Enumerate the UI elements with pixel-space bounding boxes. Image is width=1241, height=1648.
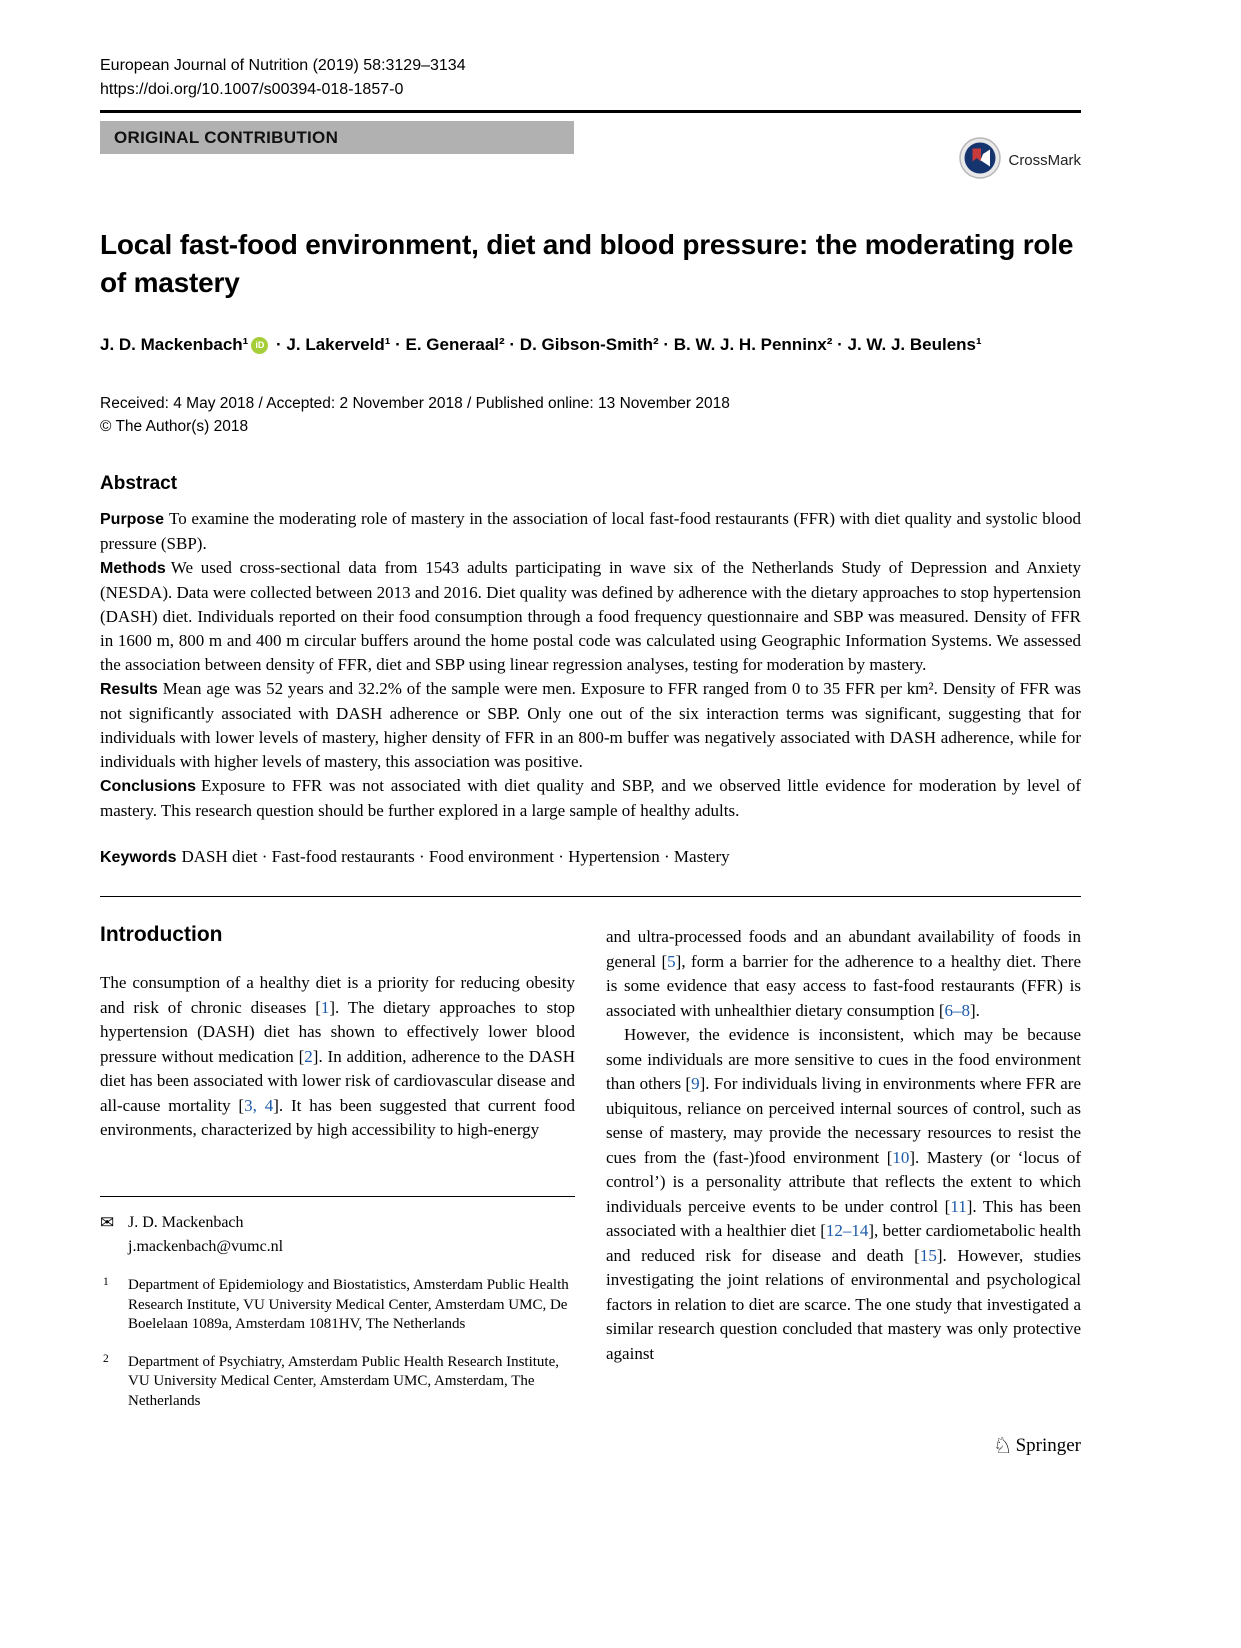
citation-link[interactable]: 11 (950, 1196, 967, 1216)
right-column (606, 897, 1081, 1411)
author-rest: · J. Lakerveld¹ · E. Generaal² · D. Gibson-Smith² · B. W. J. H. Penninx² · J. W. J. Beulens¹ (271, 335, 982, 354)
abstract-conclusions-label: Conclusions (100, 778, 197, 795)
correspondence-name: J. D. Mackenbach (128, 1214, 244, 1231)
introduction-heading: Introduction (100, 923, 223, 946)
article-type-banner: ORIGINAL CONTRIBUTION (100, 121, 574, 154)
citation-link[interactable]: 5 (667, 951, 676, 971)
citation-link[interactable]: 1 (320, 997, 330, 1017)
citation-link[interactable]: 3, 4 (244, 1095, 274, 1115)
crossmark-label: CrossMark (1008, 152, 1081, 169)
abstract-heading: Abstract (100, 473, 178, 494)
article-title: Local fast-food environment, diet and blood pressure: the moderating role of mastery (100, 229, 1074, 298)
doi-link[interactable]: https://doi.org/10.1007/s00394-018-1857-0 (100, 81, 404, 98)
affiliation-1 (100, 1276, 575, 1335)
keywords-line (100, 845, 1081, 870)
abstract-methods-text: We used cross-sectional data from 1543 adults participating in wave six of the Netherlands Study of Depression and Anxiety (NESDA). Data were collected between 2013 and 2016. Diet quality was defined by adherence with the dietary approaches to stop hypertension (DASH) diet. Individuals reported on their food consumption through a food frequency questionnaire and SBP was measured. Density of FFR in 1600 m, 800 m and 400 m circular buffers around the home postal code was calculated using Geographic Information Systems. We assessed the association between density of FFR, diet and SBP using linear regression analyses, testing for moderation by mastery. (100, 558, 1081, 674)
footnote-block (100, 1196, 575, 1411)
left-column (100, 897, 575, 1411)
citation-link[interactable]: 10 (892, 1147, 910, 1167)
intro-paragraph-right-2: However, the evidence is inconsistent, which may be because some individuals are more sensitive to cues in the food environment than others [9]. For individuals living in environments where FFR are ubiquitous, reliance on perceived internal sources of control, such as sense of mastery, may provide the necessary resources to resist the cues from the (fast-)food environment [10]. Mastery (or ‘locus of control’) is a personality attribute that reflects the extent to which individuals perceive events to be under control [11]. This has been associated with a healthier diet [12–14], better cardiometabolic health and reduced risk for disease and death [15]. However, studies investigating the joint relations of environmental and psychological factors in relation to diet are scarce. The one study that investigated a similar research question concluded that mastery was only protective against (606, 1025, 1081, 1363)
article-history: Received: 4 May 2018 / Accepted: 2 November 2018 / Published online: 13 November 2018 (100, 395, 730, 412)
citation-link[interactable]: 9 (691, 1074, 700, 1093)
citation-link[interactable]: 15 (919, 1245, 937, 1265)
abstract-results-label: Results (100, 681, 158, 698)
correspondence-email[interactable]: j.mackenbach@vumc.nl (128, 1238, 284, 1255)
correspondence-details (128, 1212, 283, 1258)
copyright-line: © The Author(s) 2018 (100, 418, 249, 435)
abstract-purpose-label: Purpose (100, 511, 165, 528)
envelope-icon: ✉ (100, 1213, 115, 1232)
abstract-results (100, 677, 1081, 774)
abstract-methods (100, 556, 1081, 677)
citation-link[interactable]: 2 (304, 1046, 313, 1066)
affiliation-2-text: Department of Psychiatry, Amsterdam Public Health Research Institute, VU University Medical Center, Amsterdam UMC, Amsterdam, The Netherlands (128, 1353, 560, 1409)
keywords-label: Keywords (100, 849, 177, 866)
crossmark-icon (959, 137, 1001, 184)
affiliation-1-text: Department of Epidemiology and Biostatistics, Amsterdam Public Health Research Institute, VU University Medical Center, Amsterdam UMC, De Boelelaan 1089a, Amsterdam 1081HV, The Netherlands (128, 1277, 569, 1332)
intro-paragraph-left: The consumption of a healthy diet is a priority for reducing obesity and risk of chronic diseases [1]. The dietary approaches to stop hypertension (DASH) diet has shown to effectively lower blood pressure without medication [2]. In addition, adherence to the DASH diet has been associated with lower risk of cardiovascular disease and all-cause mortality [3, 4]. It has been suggested that current food environments, characterized by high accessibility to high-energy (100, 973, 576, 1139)
publisher-name: Springer (1015, 1435, 1081, 1456)
abstract-purpose (100, 507, 1081, 556)
crossmark-badge[interactable] (959, 137, 1081, 184)
citation-link[interactable]: 12–14 (825, 1221, 869, 1240)
paper-page (100, 56, 1081, 1457)
body-columns (100, 897, 1081, 1411)
footnote-rule (100, 1196, 575, 1197)
orcid-icon[interactable]: iD (251, 337, 268, 354)
page-footer (100, 1435, 1081, 1457)
abstract-purpose-text: To examine the moderating role of mastery in the association of local fast-food restaurants (FFR) with diet quality and systolic blood pressure (SBP). (100, 509, 1081, 553)
header-rule (100, 110, 1081, 113)
abstract-section (100, 473, 1081, 870)
abstract-conclusions-text: Exposure to FFR was not associated with diet quality and SBP, and we observed little evidence for moderation by level of mastery. This research question should be further explored in a large sample of healthy adults. (100, 776, 1081, 820)
page-header (100, 56, 1081, 113)
keywords-text: DASH diet · Fast-food restaurants · Food environment · Hypertension · Mastery (181, 847, 730, 866)
affiliation-2-number: 2 (103, 1352, 109, 1365)
affiliation-2 (100, 1353, 575, 1412)
abstract-conclusions (100, 774, 1081, 823)
affiliation-1-number: 1 (103, 1276, 109, 1288)
citation-link[interactable]: 6–8 (944, 1000, 970, 1020)
banner-row (100, 121, 1081, 184)
abstract-results-text: Mean age was 52 years and 32.2% of the sample were men. Exposure to FFR ranged from 0 to 35 FFR per km². Density of FFR was not significantly associated with DASH adherence or SBP. Only one out of the six interaction terms was significant, suggesting that for individuals with lower levels of mastery, higher density of FFR in an 800-m buffer was negatively associated with DASH adherence, while for individuals with higher levels of mastery, this association was positive. (100, 679, 1081, 771)
author-first: J. D. Mackenbach¹ (100, 335, 249, 354)
springer-logo-icon: ♘ (992, 1433, 1013, 1458)
intro-paragraph-right-1: and ultra-processed foods and an abundant availability of foods in general [5], form a barrier for the adherence to a healthy diet. There is some evidence that easy access to fast-food restaurants (FFR) is associated with unhealthier dietary consumption [6–8]. (606, 927, 1081, 1020)
abstract-methods-label: Methods (100, 560, 166, 577)
journal-reference: European Journal of Nutrition (2019) 58:3129–3134 (100, 57, 466, 74)
correspondence (100, 1212, 575, 1258)
author-list (100, 334, 1081, 356)
